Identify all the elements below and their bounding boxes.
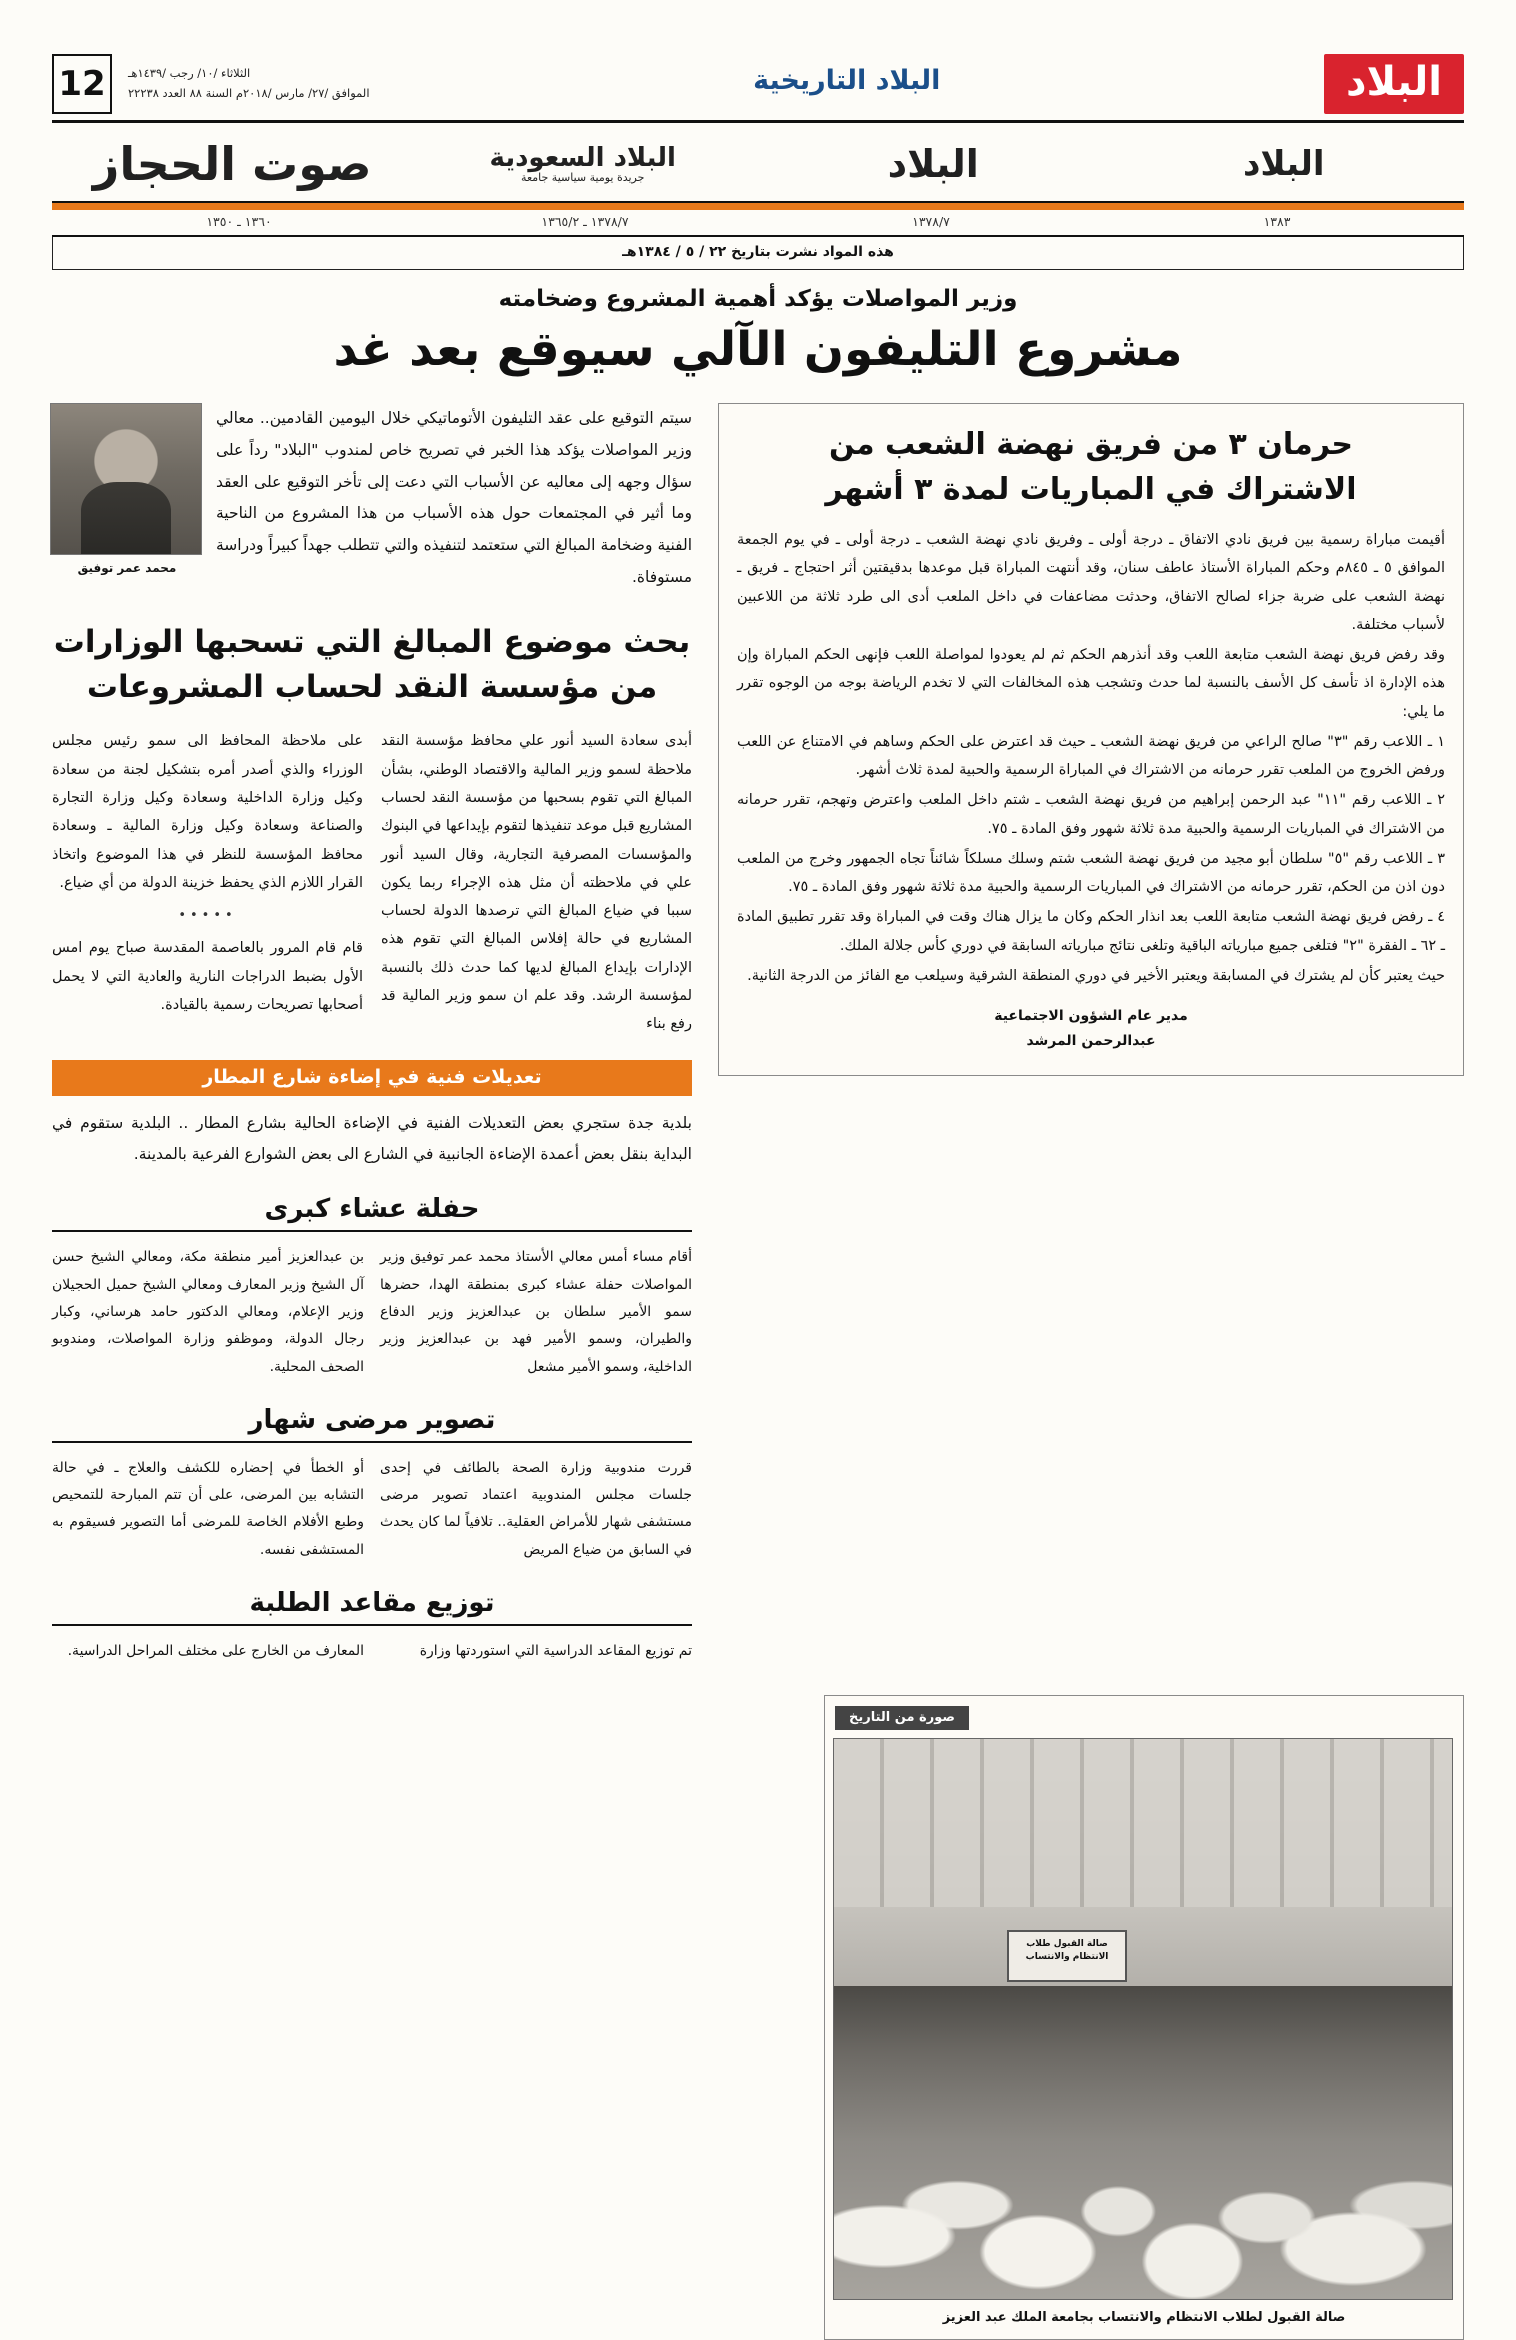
photo-tag-badge: صورة من التاريخ	[835, 1706, 969, 1730]
history-photo-block	[824, 1695, 1464, 2340]
treasury-headline	[52, 620, 692, 710]
signature-name: عبدالرحمن المرشد	[1026, 1033, 1156, 1050]
dinner-col-right: أقام مساء أمس معالي الأستاذ محمد عمر توفيق وزير المواصلات حفلة عشاء كبرى بمنطقة الهدا، حضرها سمو الأمير سلطان بن عبدالعزيز وزير الدفاع والطيران، وسمو الأمير فهد بن عبدالعزيز وزير الداخلية، وسمو الأمير مشعل	[380, 1249, 692, 1375]
lead-column	[52, 403, 692, 1665]
sports-box-column	[718, 403, 1464, 1076]
photo-ceiling	[834, 1739, 1452, 1907]
history-photo-caption: صالة القبول لطلاب الانتظام والانتساب بجامعة الملك عبد العزيز	[942, 2310, 1346, 2326]
masthead-right	[52, 54, 370, 114]
photo-crowd	[834, 1986, 1452, 2300]
issue-year-row	[52, 210, 1464, 237]
seats-body	[52, 1638, 692, 1665]
treasury-col-middle-bottom: قام قام المرور بالعاصمة المقدسة صباح يوم امس الأول بضبط الدراجات النارية والعادية التي لا يحمل أصحابها تصريحات رسمية بالقيادة.	[52, 940, 363, 1013]
publication-date-bar: هذه المواد نشرت بتاريخ ٢٢ / ٥ / ١٣٨٤هـ	[52, 237, 1464, 270]
treasury-headline-line2: من مؤسسة النقد لحساب المشروعات	[86, 668, 658, 705]
treasury-col-middle	[52, 727, 363, 1038]
sports-box-headline-line1: حرمان ٣ من فريق نهضة الشعب من	[828, 427, 1354, 462]
issue-year-3: ١٣٧٨/٧ ـ ١٣٦٥/٢	[541, 214, 629, 229]
sports-para-2: وقد رفض فريق نهضة الشعب متابعة اللعب وقد أنذرهم الحكم ثم لم يعودوا لمواصلة اللعب فإنهى الحكم المباراة وإن هذه الإدارة اذ تأسف كل الأسف بالنسبة لما حدث وتشجب هذه المخالفات التي لا تخدم الرياضة بوجه من الوجوه تقرر ما يلي:	[737, 647, 1445, 720]
patients-col-left: أو الخطأ في إحضاره للكشف والعلاج ـ في حالة التشابه بين المرضى، على أن تتم المبارحة للتمحيص وطبع الأفلام الخاصة للمرضى أما التصوير فسيقوم به المستشفى نفسه.	[52, 1459, 364, 1558]
nameplate-albilad-saudia-sub: جريدة يومية سياسية جامعة	[521, 171, 645, 185]
lead-kicker: وزير المواصلات يؤكد أهمية المشروع وضخامته	[498, 286, 1018, 312]
masthead	[52, 0, 1464, 120]
treasury-col-middle-top: على ملاحظة المحافظ الى سمو رئيس مجلس الوزراء والذي أصدر أمره بتشكيل لجنة من سعادة وكيل وزارة الداخلية وسعادة وكيل وزارة التجارة والصناعة وسعادة وكيل وزارة المالية ـ وسعادة محافظ المؤسسة للنظر في هذا الموضوع واتخاذ القرار اللازم الذي يحفظ خزينة الدولة من أي ضياع.	[52, 733, 363, 891]
issue-dates	[128, 64, 370, 103]
issue-year-1: ١٣٨٣	[1263, 214, 1291, 229]
nameplate-albilad-2: البلاد	[887, 142, 979, 186]
seats-title: توزيع مقاعد الطلبة	[52, 1588, 692, 1626]
sports-box-headline	[737, 422, 1445, 512]
orange-divider	[52, 203, 1464, 210]
issue-year-2: ١٣٧٨/٧	[912, 214, 950, 229]
date-gregorian: الموافق /٢٧/ مارس /٢٠١٨م السنة ٨٨ العدد ٢٢٢٣٨	[128, 86, 370, 100]
issue-year-4: ١٣٦٠ ـ ١٣٥٠	[206, 214, 272, 229]
history-photo	[833, 1738, 1453, 2300]
sports-para-3: ١ ـ اللاعب رقم "٣" صالح الراعي من فريق نهضة الشعب ـ حيث قد اعترض على الحكم وساهم في الامتناع عن اللعب ورفض الخروج من الملعب تقرر حرمانه من الاشتراك في المباراة الرسمية والحبية لمدة ثلاث أشهر.	[737, 733, 1445, 779]
treasury-col-right: أبدى سعادة السيد أنور علي محافظ مؤسسة النقد ملاحظة لسمو وزير المالية والاقتصاد الوطني، بشأن المبالغ التي تقوم بسحبها من مؤسسة النقد لحساب المشاريع قبل موعد تنفيذها لتقوم بإيداعها في البنوك والمؤسسات المصرفية التجارية، وقال السيد أنور علي في ملاحظته أن مثل هذه الإجراء ربما يكون سببا في ضياع المبالغ التي ترصدها الدولة لحساب المشاريع في حالة إفلاس المبالغ التي تقوم هذه الإدارات بإيداع المبالغ لديها كما حدث ذلك بالنسبة لمؤسسة الرشد. وقد علم ان سمو وزير المالية قد رفع بناء	[381, 733, 692, 1033]
sports-para-1: أقيمت مباراة رسمية بين فريق نادي الاتفاق ـ درجة أولى ـ وفريق نادي نهضة الشعب ـ درجة أولى ـ في يوم الجمعة الموافق ٥ ـ ٨٤٥م وحكم المباراة الأستاذ عاطف سنان، وقد أنتهت المباراة قبل موعدها بدقيقتين أثر احتجاج ـ فريق ـ نهضة الشعب على ضربة جزاء لصالح الاتفاق، وحدثت مضاعفات في داخل الملعب أدى الى طرد ثلاثة من اللاعبين لأسباب مختلفة.	[737, 532, 1446, 633]
lead-headline: مشروع التليفون الآلي سيوقع بعد غد	[333, 322, 1183, 377]
minister-portrait-block	[52, 403, 202, 575]
photo-row	[52, 1669, 1464, 2340]
dinner-body	[52, 1244, 692, 1380]
main-content	[52, 403, 1464, 1665]
lead-body: سيتم التوقيع على عقد التليفون الأتوماتيكي خلال اليومين القادمين.. معالي وزير المواصلات يؤكد هذا الخبر في تصريح خاص لمندوب "البلاد" رداً على سؤال وجهه إلى معاليه عن الأسباب التي دعت إلى تأخر التوقيع على العقد وما أثير في المجتمعات حول هذه الأسباب من هذا المشروع من الناحية الفنية وضخامة المبالغ التي ستعتمد لتنفيذه والتي تتطلب جهداً كبيراً ودراسة مستوفاة.	[216, 409, 692, 586]
patients-title: تصوير مرضى شهار	[52, 1405, 692, 1443]
nameplate-albilad-saudia-title: البلاد السعودية	[489, 142, 676, 173]
signature-role: مدير عام الشؤون الاجتماعية	[994, 1008, 1188, 1025]
seats-col-right: تم توزيع المقاعد الدراسية التي استوردتها وزارة	[419, 1643, 692, 1660]
sports-box-headline-line2: الاشتراك في المباريات لمدة ٣ أشهر	[825, 472, 1357, 507]
masthead-center-title: البلاد التاريخية	[753, 64, 941, 96]
patients-col-right: قررت مندوبية وزارة الصحة بالطائف في إحدى جلسات مجلس المندوبية اعتماد تصوير مرضى مستشفى شهار للأمراض العقلية.. تلافياً لما كان يحدث في السابق من ضياع المريض	[380, 1459, 692, 1558]
sports-para-4: ٢ ـ اللاعب رقم "١١" عبد الرحمن إبراهيم من فريق نهضة الشعب ـ شتم داخل الملعب واعترض وتهجم، تقرر حرمانه من الاشتراك في المباريات الرسمية والحبية مدة ثلاثة شهور وفق المادة ـ ٧٥.	[737, 792, 1445, 837]
airport-body: بلدية جدة ستجري بعض التعديلات الفنية في الإضاءة الحالية بشارع المطار .. البلدية ستقوم في البداية بنقل بعض أعمدة الإضاءة الجانبية في الشارع الى بعض الشوارع الفرعية بالمدينة.	[52, 1114, 692, 1164]
sports-box-body	[737, 526, 1445, 990]
albilad-logo: البلاد	[1324, 54, 1464, 114]
nameplate-albilad-saudia	[413, 144, 754, 185]
treasury-headline-line1: بحث موضوع المبالغ التي تسحبها الوزارات	[53, 623, 691, 660]
historic-nameplates-strip	[52, 120, 1464, 203]
nameplate-albilad-1: البلاد	[1242, 144, 1325, 184]
sports-para-7: حيث يعتبر كأن لم يشترك في المسابقة ويعتبر الأخير في دوري المنطقة الشرقية وسيلعب مع الفائز من الدرجة الثانية.	[747, 967, 1445, 984]
lead-story	[52, 403, 692, 594]
treasury-body	[52, 727, 692, 1038]
photo-column	[824, 1669, 1464, 2340]
dinner-col-left: بن عبدالعزيز أمير منطقة مكة، ومعالي الشيخ حسن آل الشيخ وزير المعارف ومعالي الشيخ حميل الحجيلان وزير الإعلام، ومعالي الدكتور حامد هرساني، وكبار رجال الدولة، وموظفو وزارة المواصلات، ومندوبو الصحف المحلية.	[52, 1249, 364, 1375]
sports-box-signature	[737, 1004, 1445, 1054]
sports-penalty-box	[718, 403, 1464, 1076]
dinner-title: حفلة عشاء كبرى	[52, 1194, 692, 1232]
paragraph-dots-separator: •••••	[178, 908, 237, 924]
page-number: 12	[52, 54, 112, 114]
seats-col-left: المعارف من الخارج على مختلف المراحل الدراسية.	[67, 1643, 364, 1660]
airport-section-bar: تعديلات فنية في إضاءة شارع المطار	[52, 1060, 692, 1096]
nameplate-sawt-alhijaz: صوت الحجاز	[92, 137, 372, 191]
patients-body	[52, 1455, 692, 1564]
photo-signboard: صالة القبول طلاب الانتظام والانتساب	[1007, 1930, 1127, 1982]
portrait-caption: محمد عمر توفيق	[77, 561, 177, 575]
date-hijri: الثلاثاء /١٠/ رجب /١٤٣٩هـ	[128, 66, 251, 81]
sports-para-5: ٣ ـ اللاعب رقم "٥" سلطان أبو مجيد من فريق نهضة الشعب شتم وسلك مسلكاً شائناً تجاه الجمهور وخرج من الملعب دون اذن من الحكم، تقرر حرمانه من الاشتراك في المباريات الرسمية والحبية مدة ثلاثة شهور وفق المادة ـ ٧٥.	[737, 850, 1445, 896]
sports-para-6: ٤ ـ رفض فريق نهضة الشعب متابعة اللعب بعد انذار الحكم وكان ما يزال هناك وقت في المباراة وقد تقرر تطبيق المادة ـ ٦٢ ـ الفقرة "٢" فتلغى جميع مبارياته الباقية وتلغى نتائج مبارياته السابقة في دوري كأس جلالة الملك.	[737, 909, 1445, 954]
portrait-photo	[50, 403, 202, 555]
